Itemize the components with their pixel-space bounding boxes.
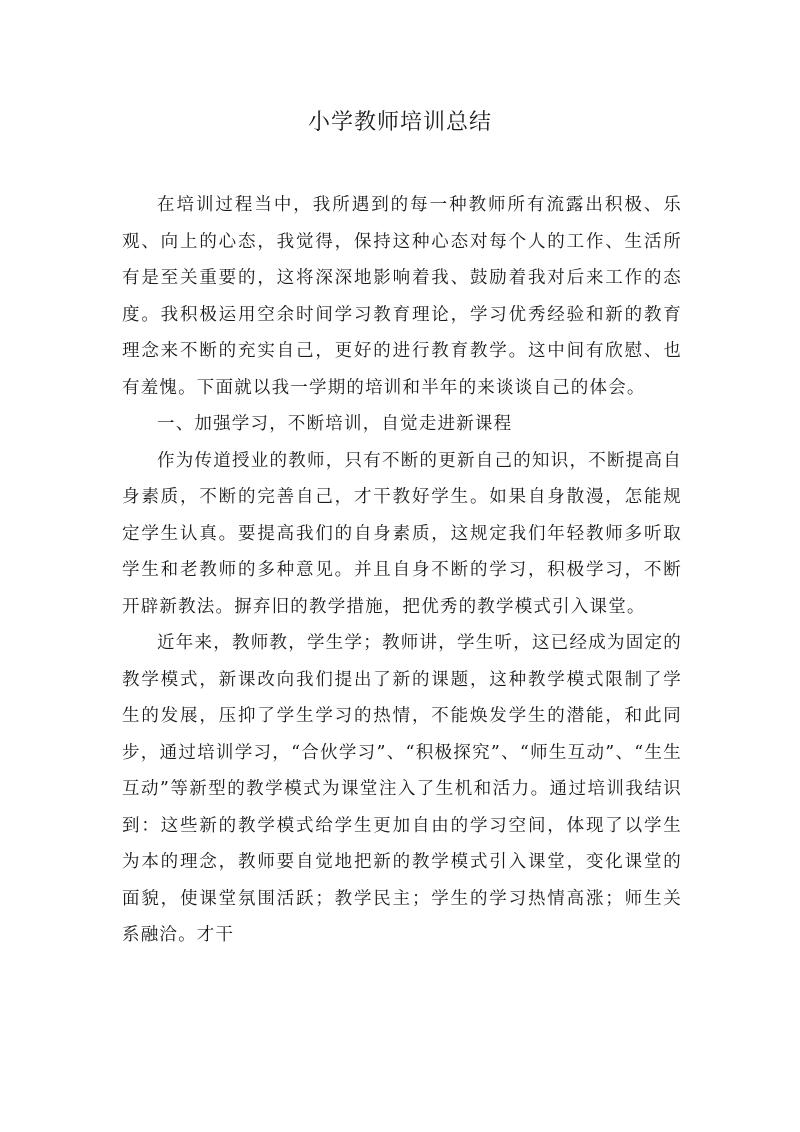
section-heading-1: 一、加强学习，不断培训，自觉走进新课程 xyxy=(157,414,513,434)
paragraph-teaching-model: 近年来，教师教，学生学；教师讲，学生听，这已经成为固定的教学模式，新课改向我们提出了新的课题，这种教学模式限制了学生的发展，压抑了学生学习的热情，不能焕发学生的潜能，和此同步，通过培训学习，“合伙学习”、“积极探究”、“师生互动”、“生生互动”等新型的教学模式为课堂注入了生机和活力。通过培训我结识到：这些新的教学模式给学生更加自由的学习空间，体现了以学生为本的理念，教师要自觉地把新的教学模式引入课堂，变化课堂的面貌，使课堂氛围活跃；教学民主；学生的学习热情高涨；师生关系融洽。才干 xyxy=(122,633,682,945)
paragraph-intro: 在培训过程当中，我所遇到的每一种教师所有流露出积极、乐观、向上的心态，我觉得，保持这种心态对每个人的工作、生活所有是至关重要的，这将深深地影响着我、鼓励着我对后来工作的态度。我积极运用空余时间学习教育理论，学习优秀经验和新的教育理念来不断的充实自己，更好的进行教育教学。这中间有欣慰、也有羞愧。下面就以我一学期的培训和半年的来谈谈自己的体会。 xyxy=(122,195,682,398)
document-body xyxy=(122,187,682,954)
document-title: 小学教师培训总结 xyxy=(307,110,492,135)
paragraph-self-improvement: 作为传道授业的教师，只有不断的更新自己的知识，不断提高自身素质，不断的完善自己，才干教好学生。如果自身散漫，怎能规定学生认真。要提高我们的自身素质，这规定我们年轻教师多听取学生和老教师的多种意见。并且自身不断的学习，积极学习，不断开辟新教法。摒弃旧的教学措施，把优秀的教学模式引入课堂。 xyxy=(122,450,682,617)
